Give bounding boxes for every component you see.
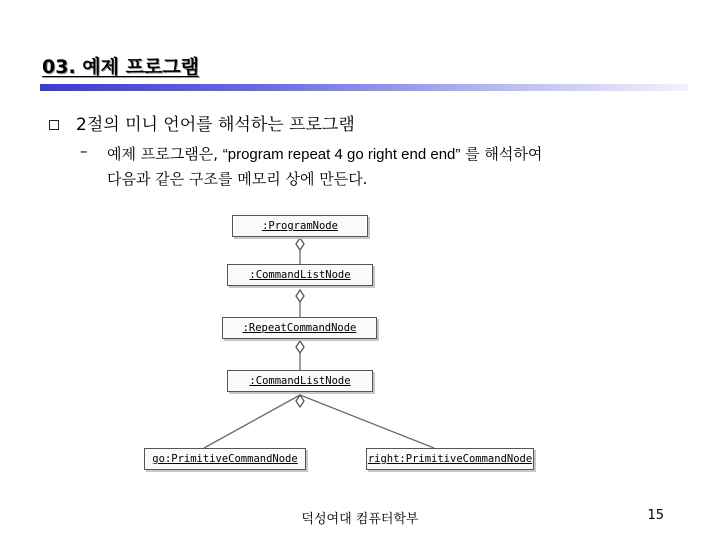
edge-cmdlist2-go	[204, 395, 300, 448]
square-bullet-icon	[49, 120, 59, 130]
diamond-program	[296, 238, 304, 250]
node-go-primitive	[144, 448, 306, 470]
sub-bullet-line-1	[107, 142, 667, 167]
bullet-text: 2절의 미니 언어를 해석하는 프로그램	[76, 115, 355, 135]
node-right-primitive	[366, 448, 534, 470]
sub-bullet-text	[107, 142, 667, 192]
node-command-list-2-label: :CommandListNode	[249, 375, 351, 387]
node-repeat-command-label: :RepeatCommandNode	[242, 322, 357, 334]
dash-bullet: –	[80, 142, 88, 160]
slide-title: 03. 예제 프로그램	[42, 56, 200, 78]
node-command-list-1-label: :CommandListNode	[249, 269, 351, 281]
diamond-repeat	[296, 341, 304, 353]
sub-bullet-line-2: 다음과 같은 구조를 메모리 상에 만든다.	[107, 170, 368, 188]
footer-department: 덕성여대 컴퓨터학부	[301, 512, 419, 527]
node-command-list-1	[227, 264, 373, 286]
node-repeat-command	[222, 317, 377, 339]
page-number: 15	[647, 508, 664, 523]
node-program	[232, 215, 368, 237]
node-program-label: :ProgramNode	[262, 220, 338, 232]
sub-line1-part-a: 예제 프로그램은,	[107, 145, 223, 163]
diagram-connectors	[104, 198, 552, 488]
diamond-cmdlist1	[296, 290, 304, 302]
sub-line1-quote: “program repeat 4 go right end end”	[222, 146, 461, 163]
node-go-primitive-label: go:PrimitiveCommandNode	[152, 453, 298, 465]
node-right-primitive-label: right:PrimitiveCommandNode	[367, 453, 533, 465]
title-underline-bar	[40, 84, 688, 91]
node-command-list-2	[227, 370, 373, 392]
edge-cmdlist2-right	[300, 395, 434, 448]
sub-line1-part-b: 를 해석하여	[460, 145, 543, 163]
object-structure-diagram	[104, 198, 552, 488]
